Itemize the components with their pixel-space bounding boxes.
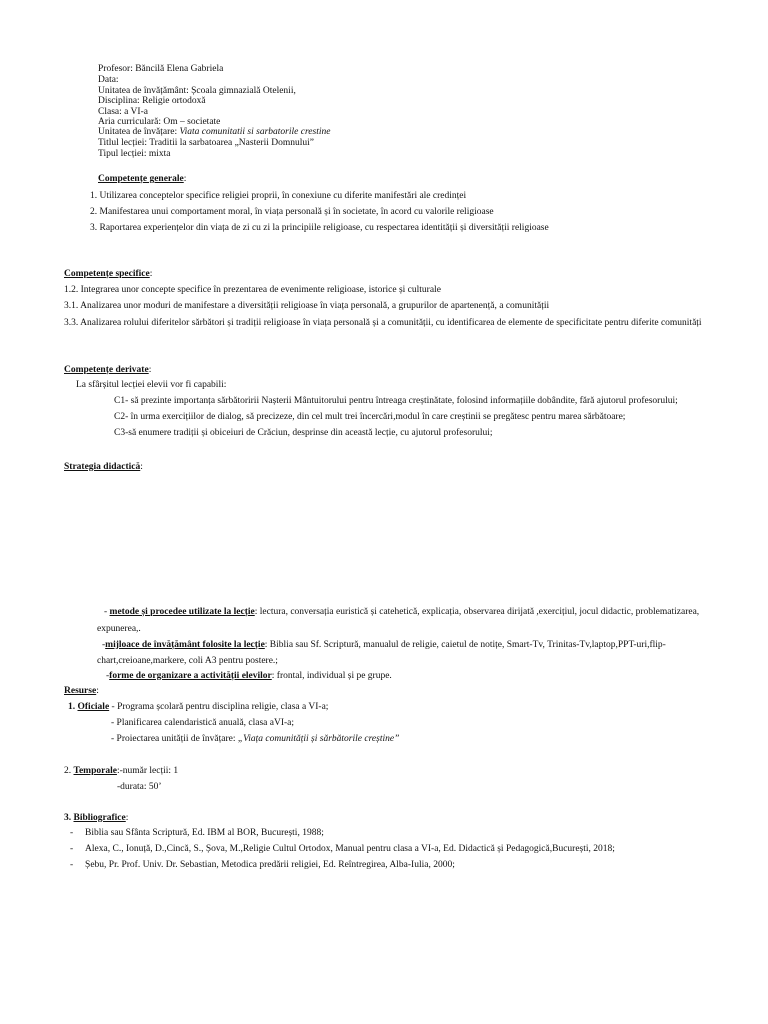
- oficiale-item-3: - Proiectarea unității de învățare: „Viața comunității și sărbătorile creștine”: [111, 734, 400, 744]
- competenta-specifica-2: 3.1. Analizarea unor moduri de manifestare a diversității religioase în viața personală, a grupurilor de apartenență, a comunității: [64, 301, 550, 311]
- metode-text: : lectura, conversația euristică și catehetică, explicația, observarea dirijată ,exercițiul, jocul didactic, problematizarea,: [254, 607, 700, 617]
- mijloace-line-2: chart,creioane,markere, coli A3 pentru postere.;: [97, 656, 278, 666]
- oficiale-item-2: - Planificarea calendaristică anuală, clasa aVI-a;: [111, 718, 295, 728]
- unitatea-invatare-value: Viata comunitatii si sarbatorile crestine: [179, 127, 331, 137]
- resurse-heading: Resurse:: [64, 686, 99, 696]
- metode-line-2: expunerea,.: [97, 624, 141, 634]
- clasa-line: Clasa: a VI-a: [98, 107, 148, 117]
- bibliografice-label: Bibliografice: [73, 813, 126, 823]
- competenta-specifica-1: 1.2. Integrarea unor concepte specifice în prezentarea de evenimente religioase, istorice și culturale: [64, 285, 441, 295]
- data-line: Data:: [98, 75, 119, 85]
- bibliografie-item-3: - Șebu, Pr. Prof. Univ. Dr. Sebastian, Metodica predării religiei, Ed. Reîntregirea, Alba-Iulia, 2000;: [70, 860, 455, 870]
- competenta-generala-2: 2. Manifestarea unui comportament moral, în viața personală și în societate, în acord cu valorile religioase: [90, 207, 494, 217]
- forme-line: -forme de organizare a activității elevilor: frontal, individual și pe grupe.: [106, 671, 392, 681]
- forme-label: forme de organizare a activității elevilor: [109, 671, 272, 681]
- competente-derivate-heading: Competențe derivate:: [64, 365, 152, 375]
- mijloace-label: mijloace de învățământ folosite la lecție: [105, 640, 265, 650]
- competente-specifice-heading: Competențe specifice:: [64, 269, 153, 279]
- metode-label: metode și procedee utilizate la lecție: [109, 607, 255, 617]
- mijloace-line: -mijloace de învățământ folosite la lecție: Biblia sau Sf. Scriptură, manualul de religie, caietul de notițe, Smart-Tv, Trinitas-Tv,laptop,PPT-uri,flip-: [102, 640, 666, 650]
- durata-line: -durata: 50’: [117, 782, 162, 792]
- unitatea-invatare-label: Unitatea de învățare:: [98, 127, 178, 137]
- competente-derivate-intro: La sfârșitul lecției elevii vor fi capabili:: [76, 380, 227, 390]
- proiectarea-title: „Viața comunității și sărbătorile creștine”: [237, 734, 400, 744]
- oficiale-line: 1. Oficiale - Programa școlară pentru disciplina religie, clasa a VI-a;: [68, 702, 329, 712]
- competenta-specifica-3: 3.3. Analizarea rolului diferitelor sărbători și tradiții religioase în viața personală și a comunității, cu identificarea de elemente de specificitate pentru diferite comunități: [64, 318, 702, 328]
- unitatea-invatare-line: [98, 127, 330, 137]
- competenta-derivata-c1: C1- să prezinte importanța sărbătoririi Nașterii Mântuitorului pentru întreaga creștinătate, folosind informațiile dobândite, fără ajutorul profesorului;: [114, 396, 678, 406]
- bibliografie-item-1: - Biblia sau Sfânta Scriptură, Ed. IBM al BOR, București, 1988;: [70, 828, 324, 838]
- oficiale-label: Oficiale: [77, 702, 110, 712]
- titlul-line: Titlul lecției: Traditii la sarbatoarea „Nasterii Domnului”: [98, 138, 314, 148]
- disciplina-line: Disciplina: Religie ortodoxă: [98, 96, 206, 106]
- temporale-label: Temporale: [73, 766, 117, 776]
- profesor-line: Profesor: Băncilă Elena Gabriela: [98, 64, 224, 74]
- competenta-generala-3: 3. Raportarea experiențelor din viața de zi cu zi la principiile religioase, cu respectarea identității și diversității religioase: [90, 223, 549, 233]
- competenta-generala-1: 1. Utilizarea conceptelor specifice religiei proprii, în conexiune cu diferite manifestări ale credinței: [90, 191, 467, 201]
- competente-generale-heading: Competențe generale:: [98, 174, 187, 184]
- forme-text: : frontal, individual și pe grupe.: [271, 671, 392, 681]
- competenta-derivata-c3: C3-să enumere tradiții și obiceiuri de Crăciun, desprinse din această lecție, cu ajutorul profesorului;: [114, 428, 493, 438]
- temporale-line: 2. Temporale:-număr lecții: 1: [64, 766, 179, 776]
- mijloace-text: : Biblia sau Sf. Scriptură, manualul de religie, caietul de notițe, Smart-Tv, Trinitas-Tv,laptop,PPT-uri,flip-: [264, 640, 666, 650]
- bibliografie-item-2: - Alexa, C., Ionuță, D.,Cincă, S., Șova, M.,Religie Cultul Ortodox, Manual pentru clasa a VI-a, Ed. Didactică și Pedagogică,București, 2018;: [70, 844, 615, 854]
- unitatea-line: Unitatea de învățământ: Școala gimnazială Otelenii,: [98, 86, 296, 96]
- metode-line: - metode și procedee utilizate la lecție: lectura, conversația euristică și catehetică, explicația, observarea dirijată ,exercițiul, jocul didactic, problematizarea,: [104, 607, 700, 617]
- tipul-line: Tipul lecției: mixta: [98, 149, 171, 159]
- aria-line: Aria curriculară: Om – societate: [98, 117, 221, 127]
- strategia-heading: Strategia didactică:: [64, 462, 143, 472]
- competenta-derivata-c2: C2- în urma exercițiilor de dialog, să precizeze, din cel mult trei încercări,modul în care creștinii se pregătesc pentru marea sărbătoare;: [114, 412, 626, 422]
- bibliografice-heading: 3. Bibliografice:: [64, 813, 129, 823]
